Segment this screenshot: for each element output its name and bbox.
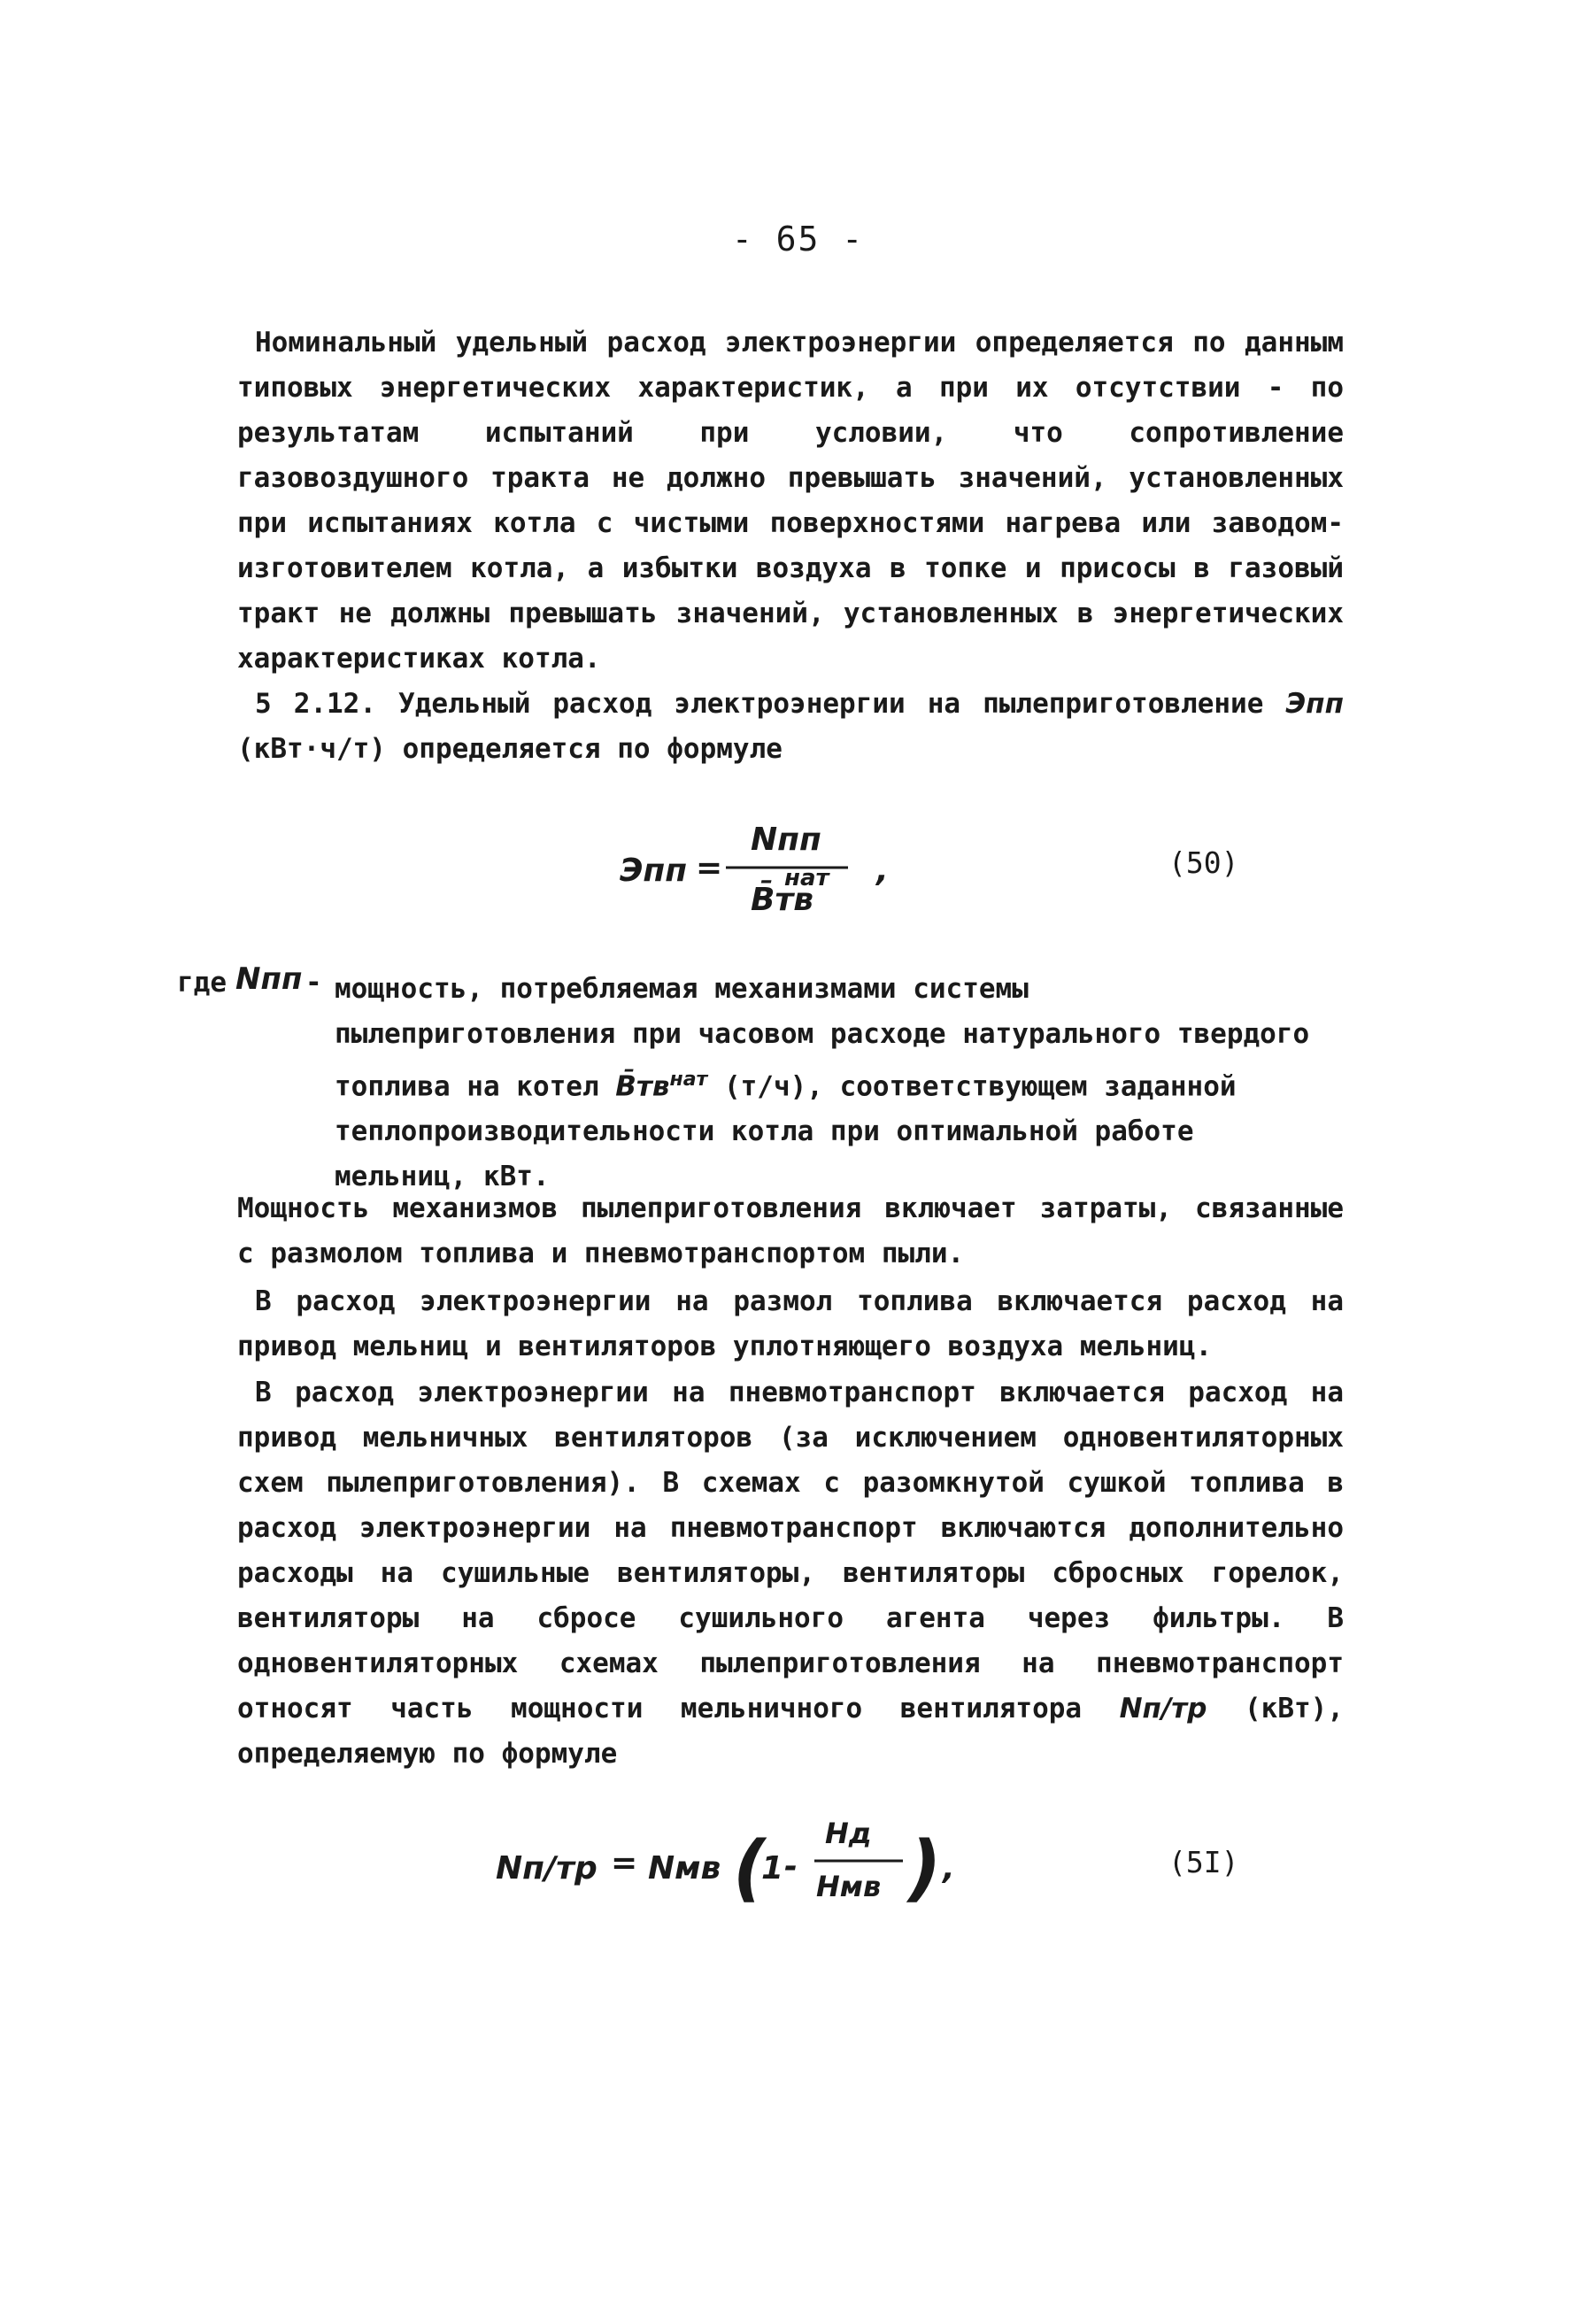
paragraph-pneumatic-transport	[237, 1370, 1344, 1777]
where-dash: -	[305, 967, 322, 999]
where-symbol-npp: Nпп	[235, 961, 303, 997]
formula-50-equals: =	[696, 850, 723, 886]
paragraph-pneumatic-tail: (кВт), определяемую по формуле	[237, 1693, 1344, 1770]
symbol-b-tv-sup: нат	[669, 1069, 708, 1091]
formula-51-denominator: Hмв	[816, 1870, 882, 1903]
equation-number-51: (5I)	[1168, 1845, 1239, 1879]
formula-51-one: 1	[761, 1850, 784, 1887]
formula-51-numerator: Hд	[825, 1817, 872, 1850]
formula-51-left-paren: (	[733, 1826, 767, 1910]
formula-50-denominator-sup: нат	[784, 865, 829, 891]
paragraph-pneumatic-lead: В расход электроэнергии на пневмотранспорт включается расход на привод мельничных вентиляторов (за исключением одновентиляторных схем пылеприготовления). В схемах с разомкнутой сушкой топлива в расход электроэнергии на пневмотранспорт включаются дополнительно расходы на сушильные вентиляторы, вентиляторы сбросных горелок, вентиляторы на сбросе сушильного агента через фильтры. В одновентиляторных схемах пылеприготовления на пневмотранспорт относят часть мощности мельничного вентилятора	[237, 1377, 1344, 1725]
formula-50	[620, 797, 974, 947]
equation-number-50: (50)	[1168, 845, 1239, 880]
page-number: - 65 -	[731, 220, 865, 259]
paragraph-grinding: В расход электроэнергии на размол топлива включается расход на привод мельниц и вентиляторов уплотняющего воздуха мельниц.	[237, 1285, 1344, 1362]
symbol-n-p-tr: Nп/тр	[1119, 1693, 1207, 1725]
paragraph-5-2-12-tail: (кВт·ч/т) определяется по формуле	[237, 733, 783, 765]
paragraph-mechanisms-power: Мощность механизмов пылеприготовления включает затраты, связанные с размолом топлива и пневмотранспортом пыли.	[237, 1192, 1344, 1269]
paragraph-5-2-12-lead: 5 2.12. Удельный расход электроэнергии на пылеприготовление	[255, 688, 1286, 720]
where-text-before: мощность, потребляемая механизмами системы пылеприготовления при часовом расходе натурального твердого топлива на котел	[335, 973, 1310, 1103]
formula-51-factor: Nмв	[648, 1850, 721, 1887]
formula-51	[496, 1806, 991, 1930]
formula-51-comma: ,	[943, 1850, 955, 1887]
formula-51-equals: =	[611, 1845, 638, 1881]
formula-50-lhs: Эпп	[620, 853, 688, 889]
formula-50-comma: ,	[876, 853, 889, 889]
where-text-after: (т/ч), соответствующем заданной теплопроизводительности котла при оптимальной работе мельниц, кВт.	[335, 1070, 1237, 1193]
paragraph-nominal-consumption: Номинальный удельный расход электроэнергии определяется по данным типовых энергетических характеристик, а при их отсутствии - по результатам испытаний при условии, что сопротивление газовоздушного тракта не должно превышать значений, установленных при испытаниях котла с чистыми поверхностями нагрева или заводом-изготовителем котла, а избытки воздуха в топке и присосы в газовый тракт не должны превышать значений, установленных в энергетических характеристиках котла.	[237, 327, 1344, 675]
formula-51-right-paren: )	[908, 1826, 942, 1910]
formula-51-minus: -	[784, 1848, 798, 1885]
symbol-epp: Эпп	[1285, 688, 1344, 720]
where-label: где	[177, 967, 227, 999]
formula-51-lhs: Nп/тр	[496, 1850, 598, 1887]
symbol-b-tv: B̄тв	[615, 1070, 670, 1103]
formula-50-numerator: Nпп	[751, 822, 821, 858]
where-definition	[335, 967, 1313, 1200]
formula-50-denominator: B̄тв	[751, 882, 814, 918]
paragraph-section-5-2-12	[237, 682, 1344, 772]
